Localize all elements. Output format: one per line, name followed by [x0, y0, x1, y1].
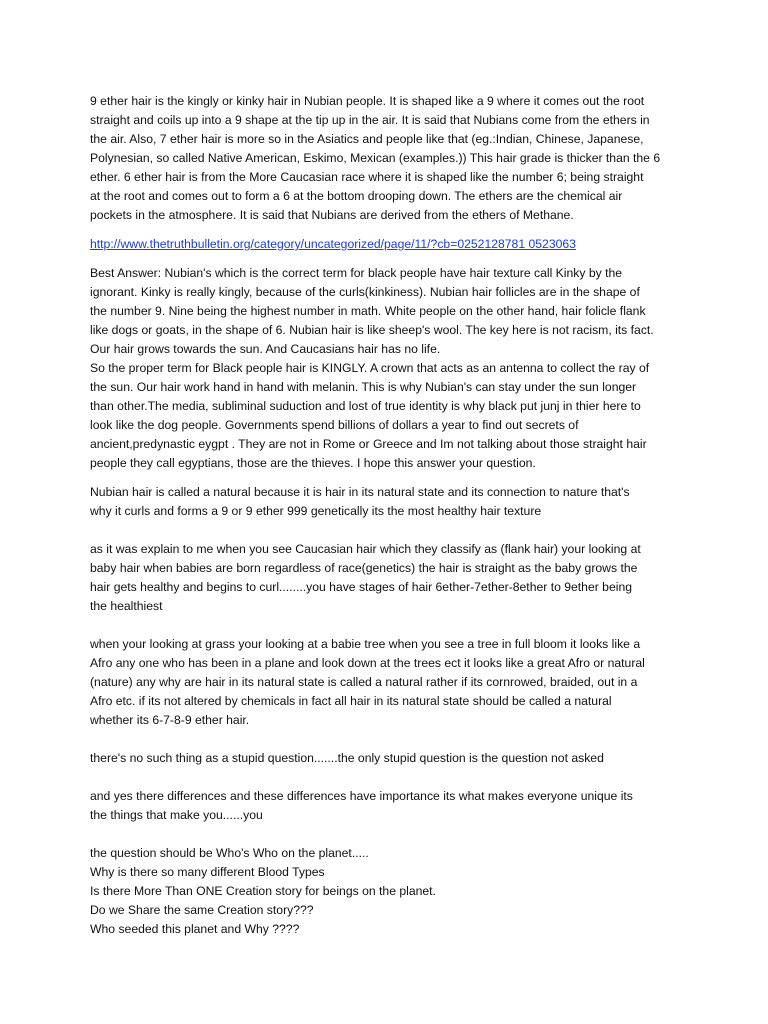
paragraph-ether-hair: 9 ether hair is the kingly or kinky hair in Nubian people. It is shaped like a 9 where it comes out the root straight and coils up into a 9 shape at the tip up in the air. It is said that Nubians come from the ethers in the air. Also, 7 ether hair is more so in the Asiatics and people like that (eg.:Indian, Chinese, Japanese, Polynesian, so called Native American, Eskimo, Mexican (examples.)) This hair grade is thicker than the 6 ether. 6 ether hair is from the More Caucasian race where it is shaped like the number 6; being straight at the root and comes out to form a 6 at the bottom drooping down. The ethers are the chemical air pockets in the atmosphere. It is said that Nubians are derived from the ethers of Methane. [90, 94, 661, 222]
paragraph-differences: and yes there differences and these differences have importance its what makes everyone unique its the things that make you......you [90, 789, 633, 822]
paragraph-spacer [90, 473, 680, 483]
paragraph-best-answer: Best Answer: Nubian's which is the correct term for black people have hair texture call Kinky by the ignorant. Kinky is really kingly, because of the curls(kinkiness). Nubian hair follicles are in the shape of the number 9. Nine being the highest number in math. White people on the other hand, hair folicle flank like dogs or goats, in the shape of 6. Nubian hair is like sheep's wool. The key here is not racism, its fact. Our hair grows towards the sun. And Caucasians hair has no life. So the proper term for Black people hair is KINGLY. A crown that acts as an antenna to collect the ray of the sun. Our hair work hand in hand with melanin. This is why Nubian's can stay under the sun longer than other.The media, subliminal suduction and lost of true identity is why black put junj in thier here to look like the dog people. Governments spend billions of dollars a year to find out secrets of ancient,predynastic eygpt . They are not in Rome or Greece and Im not talking about those straight hair people they call egyptians, those are the thieves. I hope this answer your question. [90, 266, 654, 470]
paragraph-questions: the question should be Who's Who on the planet..... Why is there so many different Blood Types Is there More Than ONE Creation story for beings on the planet. Do we Share the same Creation story??? Who seeded this planet and Why ???? [90, 846, 436, 936]
paragraph-caucasian-hair: as it was explain to me when you see Caucasian hair which they classify as (flank hair) your looking at baby hair when babies are born regardless of race(genetics) the hair is straight as the baby grows the hair gets healthy and begins to curl........you have stages of hair 6ether-7ether-8ether to 9ether being the healthiest [90, 542, 641, 613]
paragraph-spacer [90, 825, 680, 844]
paragraph-spacer [90, 254, 680, 264]
paragraph-spacer [90, 616, 680, 635]
source-link-line [90, 235, 680, 254]
paragraph-spacer [90, 225, 680, 235]
paragraph-spacer [90, 521, 680, 540]
paragraph-spacer [90, 768, 680, 787]
paragraph-stupid-question: there's no such thing as a stupid question.......the only stupid question is the question not asked [90, 751, 604, 765]
document-body [90, 92, 680, 939]
paragraph-natural-hair: Nubian hair is called a natural because it is hair in its natural state and its connection to nature that's why it curls and forms a 9 or 9 ether 999 genetically its the most healthy hair texture [90, 485, 630, 518]
paragraph-grass-tree: when your looking at grass your looking at a babie tree when you see a tree in full bloom it looks like a Afro any one who has been in a plane and look down at the trees ect it looks like a great Afro or natural (nature) any why are hair in its natural state is called a natural rather if its cornrowed, braided, out in a Afro etc. if its not altered by chemicals in fact all hair in its natural state should be called a natural whether its 6-7-8-9 ether hair. [90, 637, 645, 727]
source-link[interactable]: http://www.thetruthbulletin.org/category/uncategorized/page/11/?cb=0252128781 0523063 [90, 237, 576, 251]
paragraph-spacer [90, 730, 680, 749]
